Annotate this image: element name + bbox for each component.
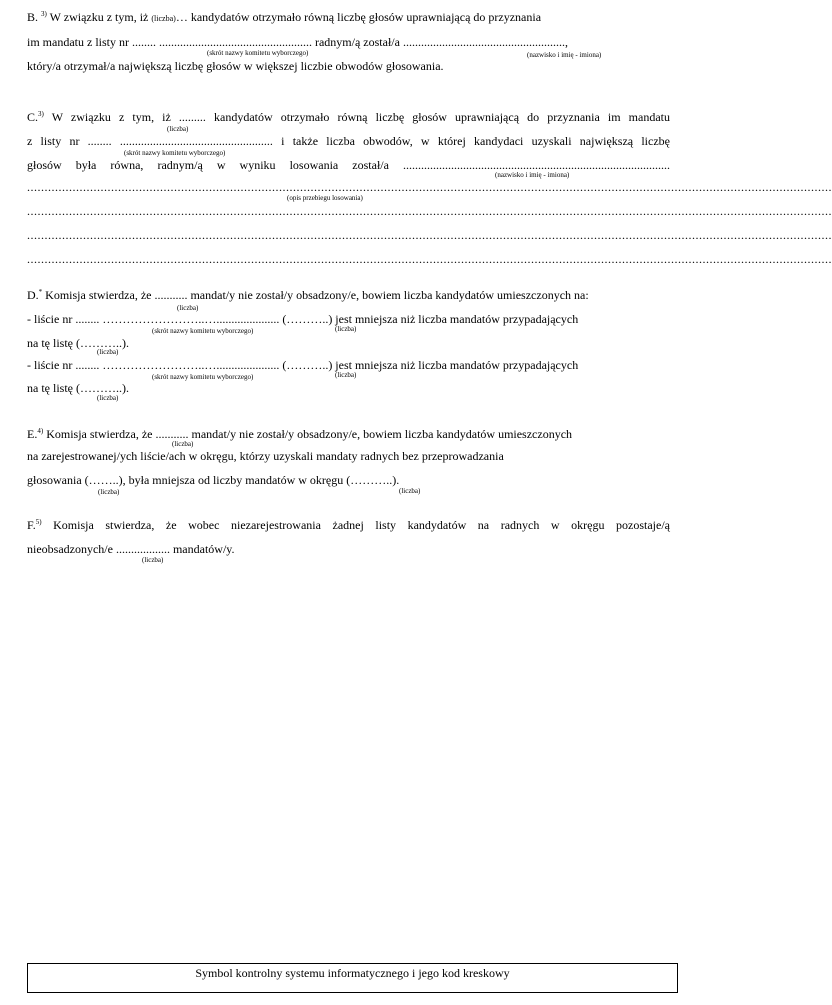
liczba-caption: (liczba) (172, 440, 194, 448)
liczba-caption: (liczba) (97, 394, 119, 402)
section-b-line-2: im mandatu z listy nr ........ ................................................... radnym/ą został/a ......................................................, (27, 35, 568, 49)
liczba-caption: (liczba) (98, 488, 120, 496)
liczba-caption: (liczba) (167, 125, 189, 133)
komitet-caption: (skrót nazwy komitetu wyborczego) (152, 327, 254, 335)
liczba-caption: (liczba) (335, 325, 357, 333)
section-d-item-2: - liście nr ........ ……………………..…..................... (………..) jest mniejsza niż liczba mandatów przypadających (27, 358, 579, 372)
section-d-footnote: * (38, 288, 43, 296)
section-e-line-1: E.$^{4)}$ Komisja stwierdza, że ........... mandat/y nie został/y obsadzony/e, bowiem liczba kandydatów umieszczonych (27, 427, 573, 441)
section-b-letter: B. (27, 10, 39, 24)
section-c-letter: C. (27, 110, 39, 124)
opis-caption: (opis przebiegu losowania) (287, 194, 363, 202)
dotted-line: ...................................................................................................................................................................................................................................... (27, 204, 832, 218)
section-c-line-1: C.$^{3)}$ W związku z tym, iż ......... kandydatów otrzymało równą liczbę głosów uprawniającą do przyznania im mandatu (27, 110, 670, 124)
section-d-letter: D. (27, 288, 39, 302)
section-d-item-1-tail: na tę listę (………..). (27, 336, 129, 350)
komitet-caption: (skrót nazwy komitetu wyborczego) (124, 149, 226, 157)
nazwisko-caption: (nazwisko i imię - imiona) (495, 171, 570, 179)
komitet-caption: (skrót nazwy komitetu wyborczego) (152, 373, 254, 381)
section-f-line-2: nieobsadzonych/e .................. mandatów/y. (27, 542, 235, 556)
section-e-line-3: głosowania (……..), była mniejsza od liczby mandatów w okręgu (………..). (27, 473, 400, 487)
section-c-line-3: głosów była równa, radnym/ą w wyniku losowania został/a ......................................................................................... (27, 158, 670, 172)
section-c-footnote: 3) (38, 110, 44, 118)
liczba-caption: (liczba) (399, 487, 421, 495)
section-e-letter: E. (27, 427, 38, 441)
nazwisko-caption: (nazwisko i imię - imiona) (527, 51, 602, 59)
section-f-line-1: F.$^{5)}$ Komisja stwierdza, że wobec niezarejestrowania żadnej listy kandydatów na radnych w okręgu pozostaje/ą (27, 518, 670, 532)
section-b-line-3: który/a otrzymał/a największą liczbę głosów w większej liczbie obwodów głosowania. (27, 59, 444, 73)
liczba-caption: (liczba) (151, 14, 176, 23)
liczba-caption: (liczba) (97, 348, 119, 356)
section-b-line-1: B. $^{3)}$ W związku z tym, iż (liczba)… kandydatów otrzymało równą liczbę głosów uprawniającą do przyznania (27, 10, 542, 24)
liczba-caption: (liczba) (177, 304, 199, 312)
liczba-caption: (liczba) (335, 371, 357, 379)
section-c-line-2: z listy nr ........ ................................................... i także liczba obwodów, w której kandydaci uzyskali największą liczbę (27, 134, 670, 148)
liczba-caption: (liczba) (142, 556, 164, 564)
dotted-line: ...................................................................................................................................................................................................................................... (27, 252, 832, 266)
section-b-footnote: 3) (41, 10, 47, 18)
section-f-letter: F. (27, 518, 36, 532)
control-symbol-box (27, 963, 678, 993)
section-d-line-1: D.* Komisja stwierdza, że ........... mandat/y nie został/y obsadzony/e, bowiem liczba kandydatów umieszczonych na: (27, 288, 589, 302)
control-symbol-label: Symbol kontrolny systemu informatycznego i jego kod kreskowy (195, 966, 510, 980)
section-e-line-2: na zarejestrowanej/ych liście/ach w okręgu, którzy uzyskali mandaty radnych bez przeprowadzania (27, 449, 504, 463)
section-d-item-2-tail: na tę listę (………..). (27, 381, 129, 395)
dotted-line: ...................................................................................................................................................................................................................................... (27, 180, 832, 194)
section-d-item-1: - liście nr ........ ……………………..…..................... (………..) jest mniejsza niż liczba mandatów przypadających (27, 312, 579, 326)
komitet-caption: (skrót nazwy komitetu wyborczego) (207, 49, 309, 57)
section-f-footnote: 5) (35, 518, 42, 526)
dotted-line: ...................................................................................................................................................................................................................................... (27, 228, 832, 242)
section-e-footnote: 4) (37, 427, 44, 435)
